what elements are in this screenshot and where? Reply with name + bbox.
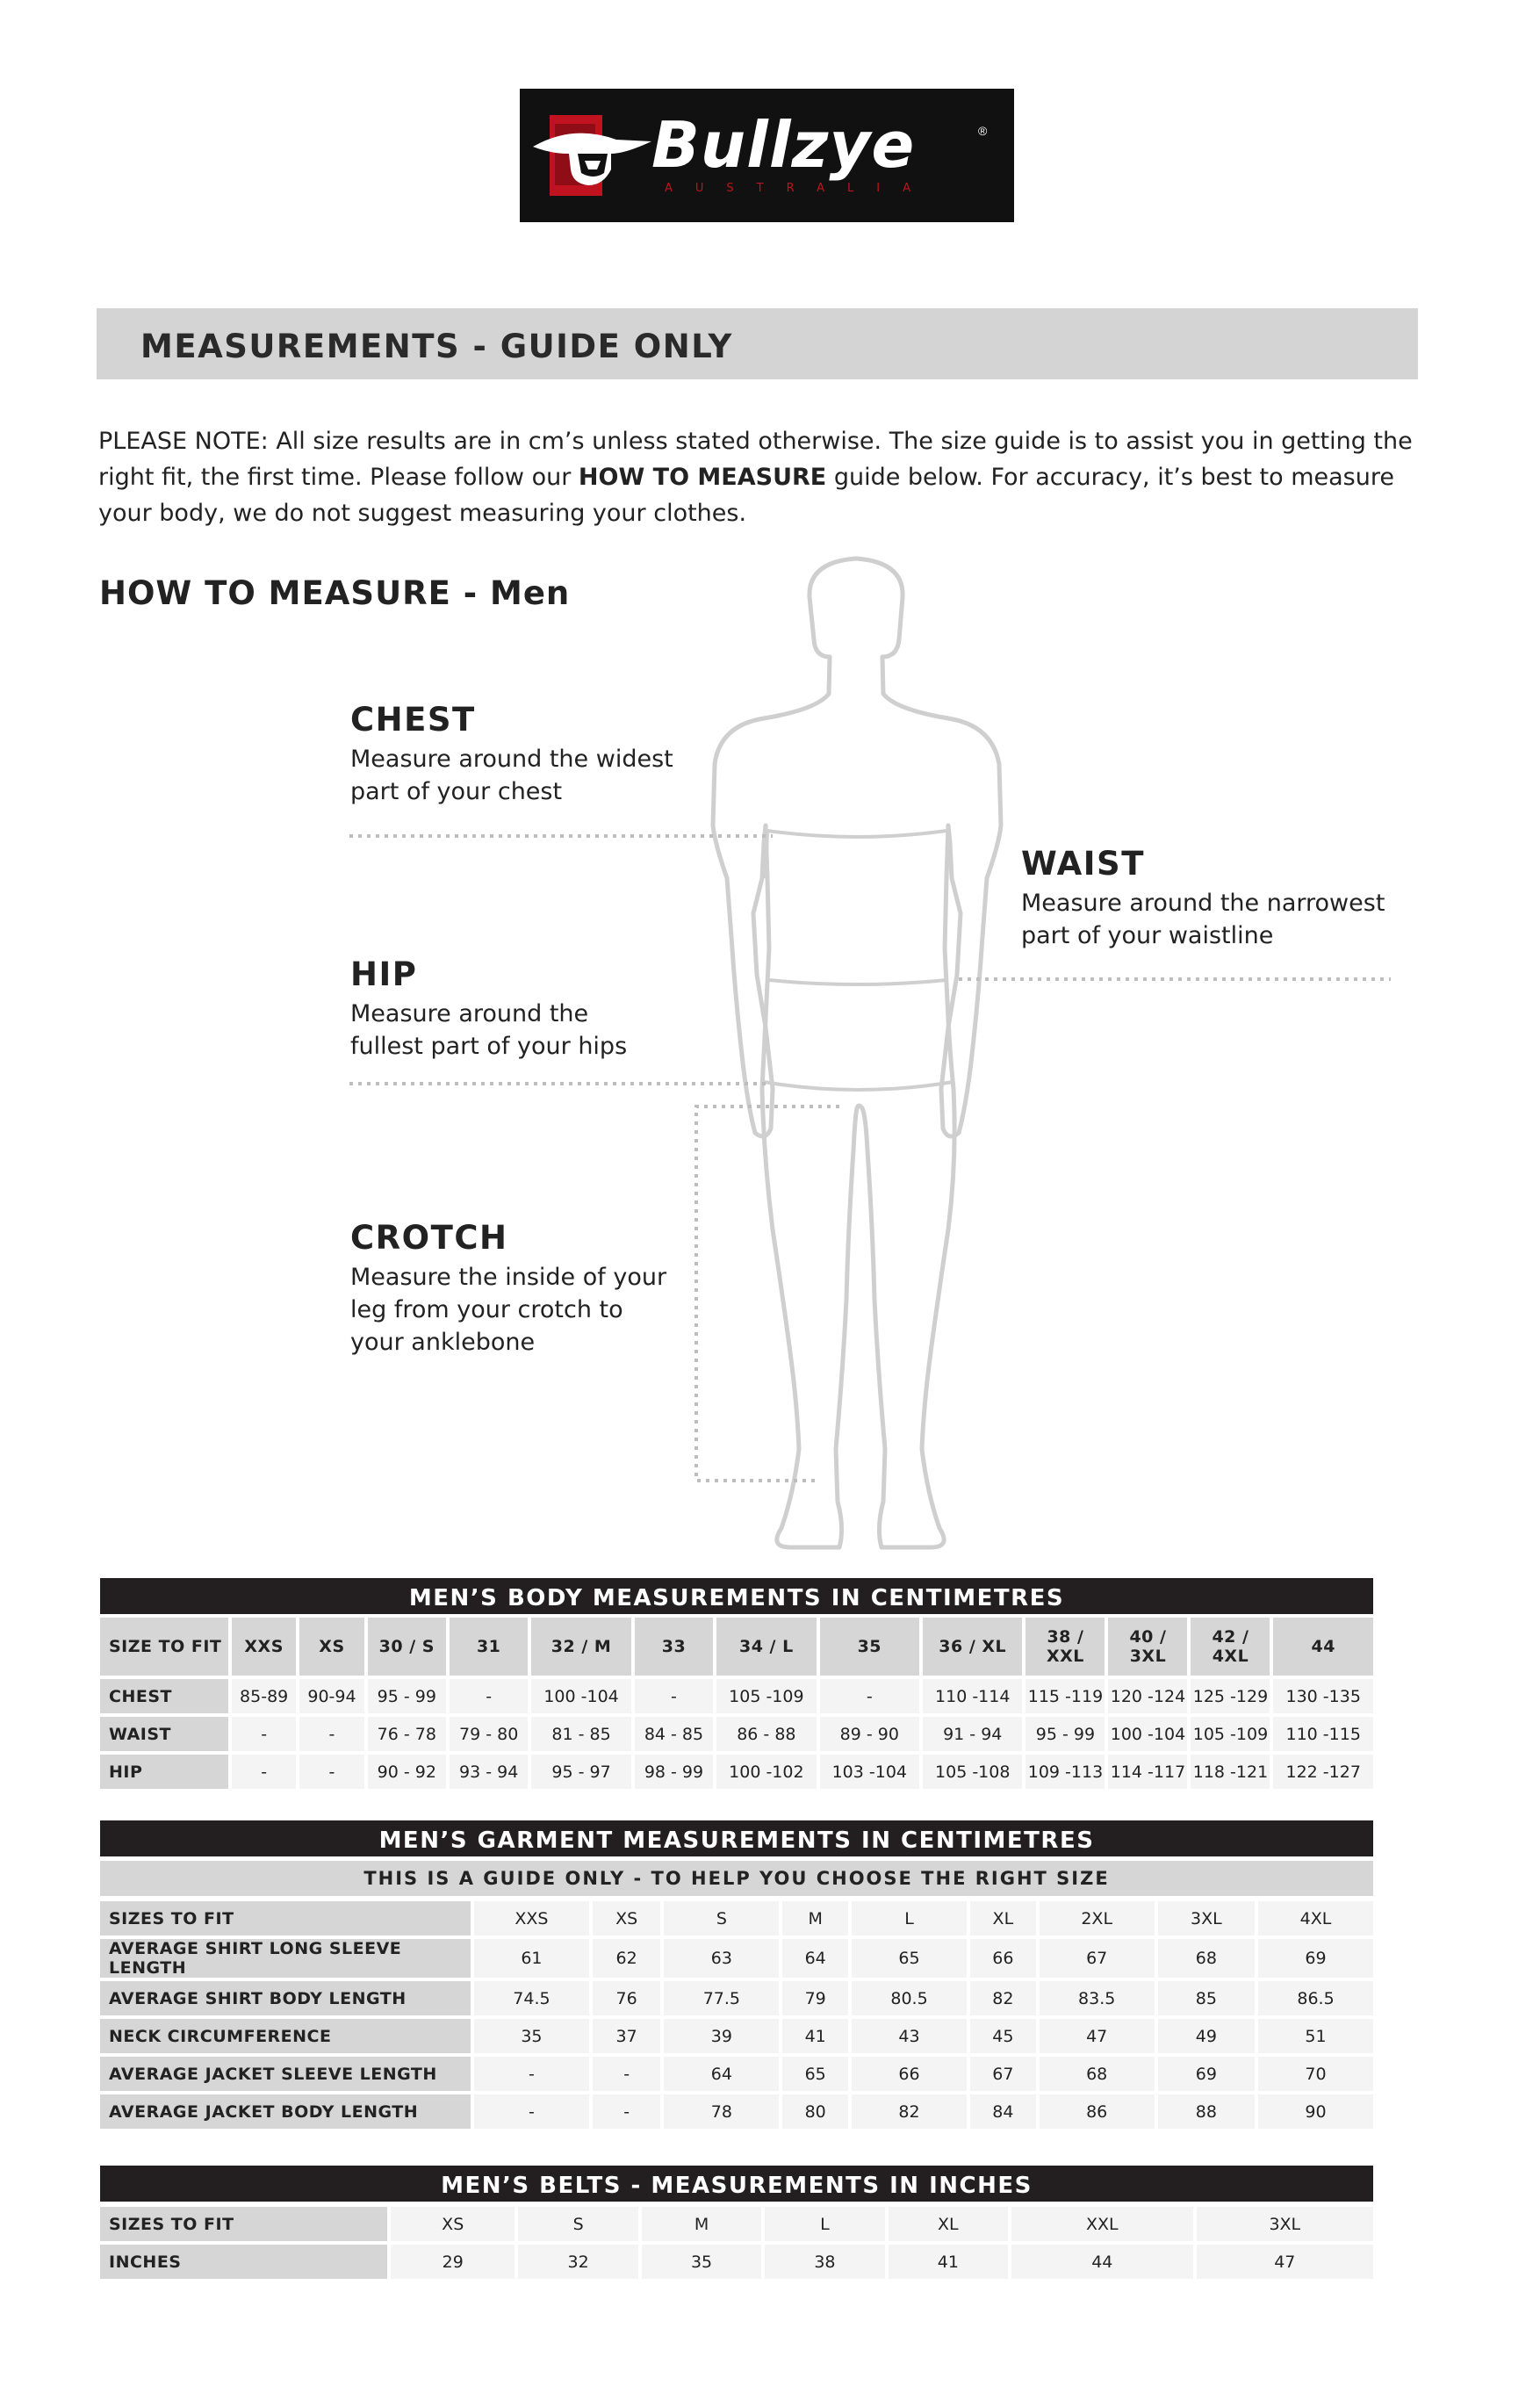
waist-description <box>1021 887 1385 952</box>
table-cell: 51 <box>1258 2019 1373 2053</box>
table-cell: 110 -114 <box>923 1679 1022 1713</box>
table-header-cell: XXS <box>474 1901 589 1935</box>
row-label: NECK CIRCUMFERENCE <box>100 2019 471 2053</box>
table-cell: 80 <box>782 2094 848 2129</box>
note-text-start: PLEASE NOTE: All size results are in cm’s unless stated otherwise. The size guide is to assist you in getting the right fit, the first time. Please follow our <box>98 428 1413 491</box>
crotch-description-line: leg from your crotch to <box>350 1296 623 1323</box>
table-cell: 91 - 94 <box>923 1717 1022 1751</box>
table-header-cell: XXS <box>232 1618 296 1676</box>
table-cell: 69 <box>1158 2057 1255 2091</box>
table-cell: 95 - 99 <box>1025 1717 1105 1751</box>
table-header-cell: L <box>852 1901 967 1935</box>
table-header-cell: 44 <box>1273 1618 1373 1676</box>
table-row <box>100 2094 1373 2129</box>
table-header-cell: XS <box>593 1901 661 1935</box>
table-cell: 67 <box>1040 1939 1155 1978</box>
table-cell: 78 <box>664 2094 779 2129</box>
row-label: WAIST <box>100 1717 228 1751</box>
table-cell: 79 <box>782 1981 848 2015</box>
table-header-cell: 38 / XXL <box>1025 1618 1105 1676</box>
row-label: CHEST <box>100 1679 228 1713</box>
garment-table-title: MEN’S GARMENT MEASUREMENTS IN CENTIMETRES <box>100 1820 1373 1856</box>
belt-table-title: MEN’S BELTS - MEASUREMENTS IN INCHES <box>100 2166 1373 2202</box>
chest-description-line: part of your chest <box>350 778 563 805</box>
table-cell: 38 <box>765 2245 884 2279</box>
crotch-description-line: Measure the inside of your <box>350 1264 667 1291</box>
hip-description-line: fullest part of your hips <box>350 1033 628 1060</box>
table-cell: 100 -102 <box>716 1755 816 1789</box>
logo-wordmark: Bullzye <box>651 108 916 182</box>
table-cell: 47 <box>1197 2245 1373 2279</box>
table-cell: 93 - 94 <box>450 1755 528 1789</box>
table-cell: 49 <box>1158 2019 1255 2053</box>
table-header-cell: L <box>765 2207 884 2241</box>
table-cell: - <box>593 2094 661 2129</box>
body-measurements-table <box>97 1614 1377 1792</box>
table-cell: 100 -104 <box>531 1679 630 1713</box>
table-cell: 88 <box>1158 2094 1255 2129</box>
table-cell: 45 <box>970 2019 1036 2053</box>
table-header-cell: 3XL <box>1158 1901 1255 1935</box>
table-cell: 90 - 92 <box>368 1755 446 1789</box>
table-header-cell: XS <box>391 2207 515 2241</box>
table-cell: - <box>593 2057 661 2091</box>
table-cell: 86.5 <box>1258 1981 1373 2015</box>
table-header-cell: 34 / L <box>716 1618 816 1676</box>
table-cell: 41 <box>889 2245 1008 2279</box>
table-header-cell: M <box>642 2207 761 2241</box>
table-cell: 62 <box>593 1939 661 1978</box>
table-cell: 98 - 99 <box>635 1755 713 1789</box>
table-header-cell: 36 / XL <box>923 1618 1022 1676</box>
table-cell: 118 -121 <box>1191 1755 1270 1789</box>
table-cell: 109 -113 <box>1025 1755 1105 1789</box>
table-cell: 64 <box>664 2057 779 2091</box>
page-title: MEASUREMENTS - GUIDE ONLY <box>140 328 733 365</box>
table-header-cell: XXL <box>1011 2207 1193 2241</box>
table-cell: 100 -104 <box>1108 1717 1187 1751</box>
table-row <box>100 2057 1373 2091</box>
table-cell: 41 <box>782 2019 848 2053</box>
table-row <box>100 1939 1373 1978</box>
table-header-row <box>100 1618 1373 1676</box>
table-cell: 105 -109 <box>716 1679 816 1713</box>
table-header-cell: 40 / 3XL <box>1108 1618 1187 1676</box>
table-header-row <box>100 1901 1373 1935</box>
table-header-cell: SIZES TO FIT <box>100 2207 387 2241</box>
table-cell: 76 <box>593 1981 661 2015</box>
crotch-description-line: your anklebone <box>350 1329 536 1356</box>
how-to-measure-heading: HOW TO MEASURE - Men <box>99 574 571 612</box>
table-cell: 70 <box>1258 2057 1373 2091</box>
table-header-row <box>100 2207 1373 2241</box>
logo-country: AUSTRALIA <box>665 182 933 195</box>
table-header-cell: 35 <box>820 1618 919 1676</box>
table-header-cell: S <box>664 1901 779 1935</box>
table-cell: 67 <box>970 2057 1036 2091</box>
table-cell: - <box>299 1717 363 1751</box>
table-header-cell: SIZES TO FIT <box>100 1901 471 1935</box>
table-row <box>100 2019 1373 2053</box>
table-cell: 95 - 97 <box>531 1755 630 1789</box>
table-cell: 125 -129 <box>1191 1679 1270 1713</box>
table-cell: 105 -109 <box>1191 1717 1270 1751</box>
table-cell: 65 <box>782 2057 848 2091</box>
table-header-cell: 3XL <box>1197 2207 1373 2241</box>
table-row <box>100 1717 1373 1751</box>
table-cell: - <box>299 1755 363 1789</box>
table-cell: 84 - 85 <box>635 1717 713 1751</box>
table-cell: 66 <box>970 1939 1036 1978</box>
table-cell: - <box>635 1679 713 1713</box>
table-header-cell: 32 / M <box>531 1618 630 1676</box>
table-cell: 66 <box>852 2057 967 2091</box>
table-cell: - <box>474 2094 589 2129</box>
table-cell: 81 - 85 <box>531 1717 630 1751</box>
table-row <box>100 1981 1373 2015</box>
table-cell: 47 <box>1040 2019 1155 2053</box>
table-cell: 43 <box>852 2019 967 2053</box>
row-label: AVERAGE SHIRT BODY LENGTH <box>100 1981 471 2015</box>
row-label: AVERAGE JACKET BODY LENGTH <box>100 2094 471 2129</box>
chest-description <box>350 743 673 808</box>
table-header-cell: XS <box>299 1618 363 1676</box>
table-cell: 76 - 78 <box>368 1717 446 1751</box>
table-cell: 95 - 99 <box>368 1679 446 1713</box>
table-cell: 68 <box>1158 1939 1255 1978</box>
table-header-cell: XL <box>970 1901 1036 1935</box>
table-cell: 130 -135 <box>1273 1679 1373 1713</box>
table-cell: 74.5 <box>474 1981 589 2015</box>
row-label: AVERAGE JACKET SLEEVE LENGTH <box>100 2057 471 2091</box>
table-header-cell: 42 / 4XL <box>1191 1618 1270 1676</box>
table-header-cell: 4XL <box>1258 1901 1373 1935</box>
table-cell: - <box>232 1717 296 1751</box>
garment-table-subtitle: THIS IS A GUIDE ONLY - TO HELP YOU CHOOSE THE RIGHT SIZE <box>100 1861 1373 1896</box>
garment-measurements-table <box>97 1898 1377 2132</box>
row-label: AVERAGE SHIRT LONG SLEEVE LENGTH <box>100 1939 471 1978</box>
hip-description-line: Measure around the <box>350 1000 589 1027</box>
table-cell: - <box>232 1755 296 1789</box>
row-label: INCHES <box>100 2245 387 2279</box>
row-label: HIP <box>100 1755 228 1789</box>
table-cell: 90 <box>1258 2094 1373 2129</box>
table-cell: 122 -127 <box>1273 1755 1373 1789</box>
registered-mark: ® <box>978 124 988 138</box>
chest-description-line: Measure around the widest <box>350 746 673 773</box>
body-table-title: MEN’S BODY MEASUREMENTS IN CENTIMETRES <box>100 1578 1373 1614</box>
table-header-cell: 2XL <box>1040 1901 1155 1935</box>
table-cell: 86 - 88 <box>716 1717 816 1751</box>
table-cell: 39 <box>664 2019 779 2053</box>
table-header-cell: S <box>518 2207 637 2241</box>
table-header-cell: 31 <box>450 1618 528 1676</box>
table-cell: 85-89 <box>232 1679 296 1713</box>
table-cell: 89 - 90 <box>820 1717 919 1751</box>
hip-description <box>350 998 627 1063</box>
table-cell: 105 -108 <box>923 1755 1022 1789</box>
table-cell: 80.5 <box>852 1981 967 2015</box>
table-cell: 86 <box>1040 2094 1155 2129</box>
table-cell: 35 <box>474 2019 589 2053</box>
table-header-cell: 33 <box>635 1618 713 1676</box>
table-cell: - <box>820 1679 919 1713</box>
table-header-cell: 30 / S <box>368 1618 446 1676</box>
table-cell: 79 - 80 <box>450 1717 528 1751</box>
note-bold-text: HOW TO MEASURE <box>578 464 827 491</box>
table-header-cell: XL <box>889 2207 1008 2241</box>
table-cell: 114 -117 <box>1108 1755 1187 1789</box>
crotch-description <box>350 1261 666 1359</box>
belt-measurements-table <box>97 2203 1377 2282</box>
table-cell: 44 <box>1011 2245 1193 2279</box>
waist-description-line: part of your waistline <box>1021 922 1274 949</box>
hip-title: HIP <box>350 955 418 993</box>
waist-title: WAIST <box>1021 845 1145 883</box>
table-cell: 77.5 <box>664 1981 779 2015</box>
table-cell: 64 <box>782 1939 848 1978</box>
table-cell: 35 <box>642 2245 761 2279</box>
table-cell: 103 -104 <box>820 1755 919 1789</box>
table-cell: 84 <box>970 2094 1036 2129</box>
table-header-cell: M <box>782 1901 848 1935</box>
table-row <box>100 1679 1373 1713</box>
table-row <box>100 2245 1373 2279</box>
table-cell: 115 -119 <box>1025 1679 1105 1713</box>
note-text-end: guide below. For accuracy, it’s best to measure your body, we do not suggest measuring your clothes. <box>98 464 1394 527</box>
table-cell: - <box>450 1679 528 1713</box>
table-cell: 82 <box>852 2094 967 2129</box>
table-cell: 120 -124 <box>1108 1679 1187 1713</box>
table-cell: 85 <box>1158 1981 1255 2015</box>
table-cell: 69 <box>1258 1939 1373 1978</box>
table-cell: 65 <box>852 1939 967 1978</box>
waist-description-line: Measure around the narrowest <box>1021 890 1385 917</box>
table-cell: 90-94 <box>299 1679 363 1713</box>
table-header-cell: SIZE TO FIT <box>100 1618 228 1676</box>
table-cell: 61 <box>474 1939 589 1978</box>
table-row <box>100 1755 1373 1789</box>
table-cell: 68 <box>1040 2057 1155 2091</box>
table-cell: 32 <box>518 2245 637 2279</box>
table-cell: 83.5 <box>1040 1981 1155 2015</box>
table-cell: 37 <box>593 2019 661 2053</box>
table-cell: 82 <box>970 1981 1036 2015</box>
table-cell: 63 <box>664 1939 779 1978</box>
table-cell: 29 <box>391 2245 515 2279</box>
crotch-title: CROTCH <box>350 1219 508 1257</box>
chest-title: CHEST <box>350 701 476 739</box>
table-cell: 110 -115 <box>1273 1717 1373 1751</box>
table-cell: - <box>474 2057 589 2091</box>
